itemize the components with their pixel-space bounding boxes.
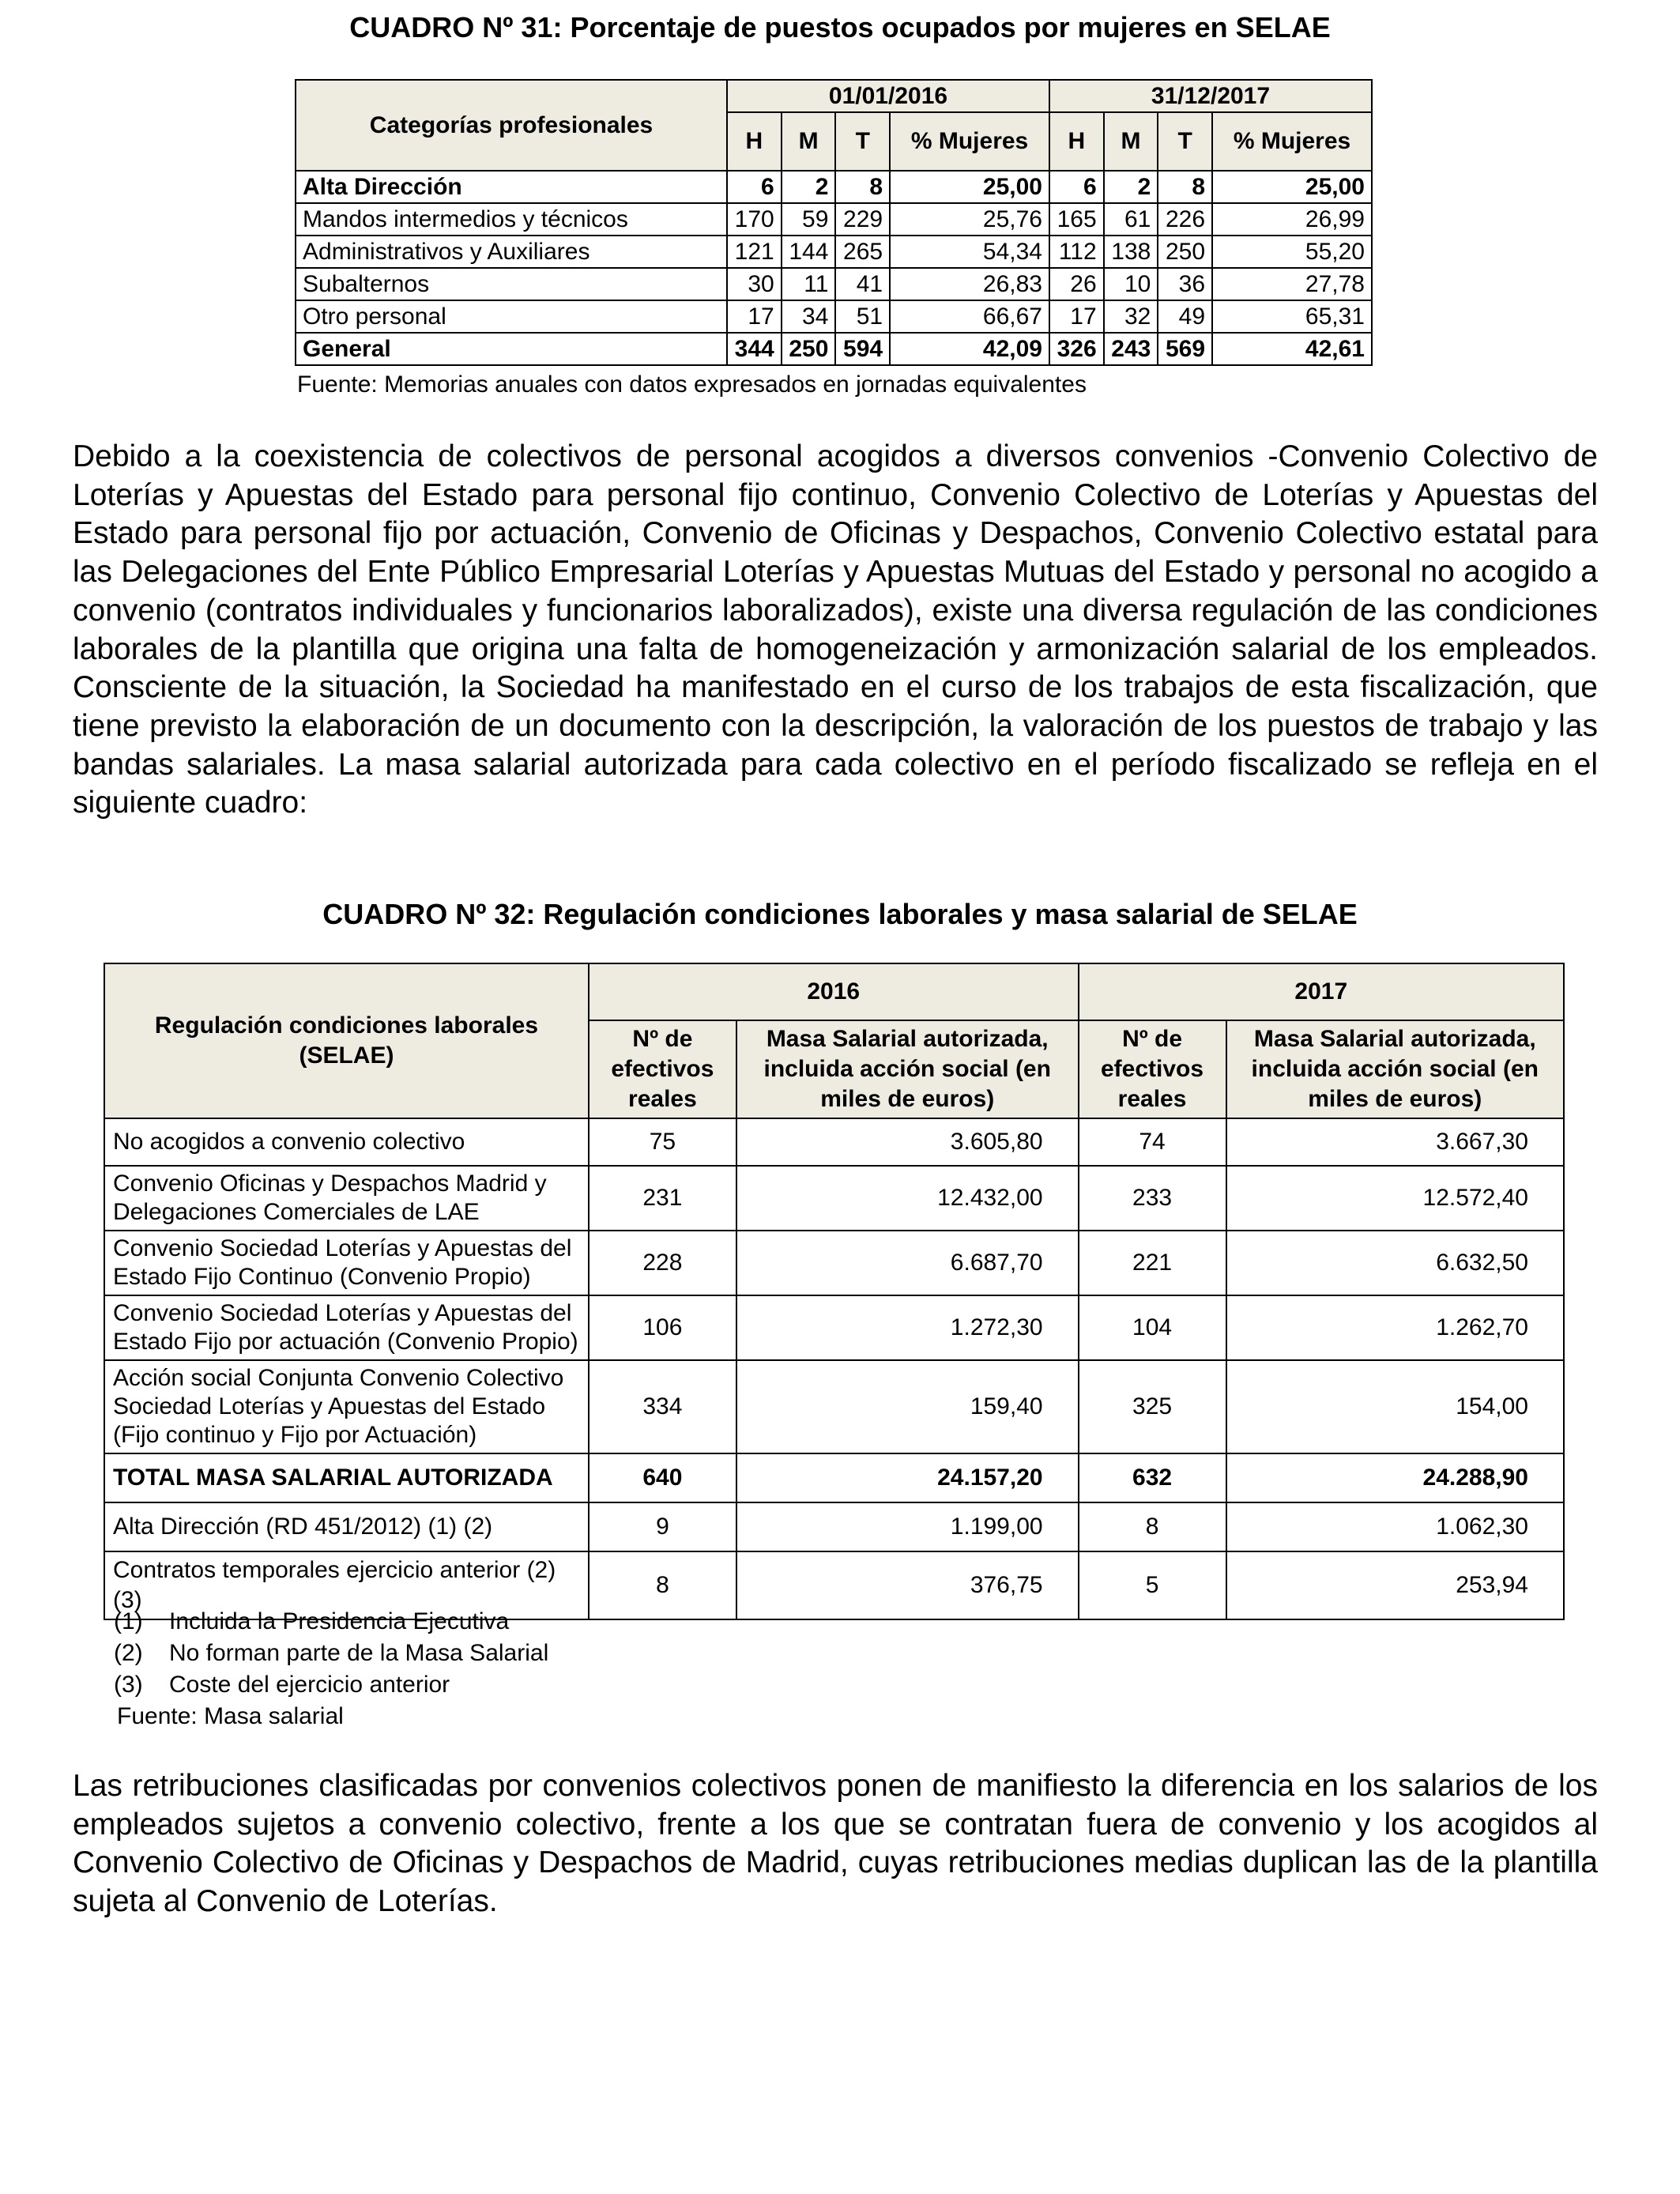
table-row <box>104 1231 1564 1295</box>
row-label: Alta Dirección (RD 451/2012) (1) (2) <box>104 1502 589 1551</box>
cell: 344 <box>727 333 782 365</box>
table1-title: CUADRO Nº 31: Porcentaje de puestos ocupados por mujeres en SELAE <box>349 11 1331 43</box>
cell: 25,00 <box>1212 171 1372 203</box>
cell: 41 <box>835 268 890 300</box>
year1-header: 2016 <box>589 963 1079 1020</box>
row-label: Otro personal <box>296 300 727 333</box>
row-label: General <box>296 333 727 365</box>
cell: 632 <box>1079 1453 1226 1502</box>
row-label: Mandos intermedios y técnicos <box>296 203 727 236</box>
cell: 8 <box>1158 171 1212 203</box>
table-row <box>104 1502 1564 1551</box>
col-pct: % Mujeres <box>1212 112 1372 171</box>
footnote <box>114 1606 548 1638</box>
table-row <box>296 333 1372 365</box>
cell: 1.062,30 <box>1226 1502 1564 1551</box>
col-t: T <box>1158 112 1212 171</box>
table-row <box>296 268 1372 300</box>
cell: 226 <box>1158 203 1212 236</box>
col-m: M <box>1104 112 1158 171</box>
cell: 6 <box>727 171 782 203</box>
cell: 165 <box>1049 203 1104 236</box>
row-label: Convenio Sociedad Loterías y Apuestas del Estado Fijo Continuo (Convenio Propio) <box>104 1231 589 1295</box>
row-label: Acción social Conjunta Convenio Colectivo Sociedad Loterías y Apuestas del Estado (Fijo continuo y Fijo por Actuación) <box>104 1360 589 1453</box>
regulation-header: Regulación condiciones laborales (SELAE) <box>104 963 589 1118</box>
table2-notes <box>114 1606 548 1732</box>
period2-header: 31/12/2017 <box>1049 80 1372 112</box>
cell: 17 <box>1049 300 1104 333</box>
cell: 27,78 <box>1212 268 1372 300</box>
cell: 12.432,00 <box>736 1166 1079 1231</box>
cell: 8 <box>1079 1502 1226 1551</box>
col-h: H <box>727 112 782 171</box>
cell: 24.288,90 <box>1226 1453 1564 1502</box>
category-header: Categorías profesionales <box>296 80 727 171</box>
cell: 26,99 <box>1212 203 1372 236</box>
footnote-text: Incluida la Presidencia Ejecutiva <box>169 1608 510 1634</box>
cell: 3.605,80 <box>736 1118 1079 1166</box>
cell: 8 <box>589 1551 736 1619</box>
col-t: T <box>835 112 890 171</box>
col-efectivos: Nº de efectivos reales <box>1079 1020 1226 1118</box>
body-paragraph-2: Las retribuciones clasificadas por convenios colectivos ponen de manifiesto la diferencia en los salarios de los empleados sujetos a convenio colectivo, frente a los que se contratan fuera de convenio y los acogidos al Convenio Colectivo de Oficinas y Despachos de Madrid, cuyas retribuciones medias duplican las de la plantilla sujeta al Convenio de Loterías. <box>73 1769 1598 1919</box>
row-label: Alta Dirección <box>296 171 727 203</box>
cell: 42,09 <box>890 333 1049 365</box>
cell: 8 <box>835 171 890 203</box>
table-row <box>104 1118 1564 1166</box>
cell: 61 <box>1104 203 1158 236</box>
cell: 106 <box>589 1295 736 1360</box>
cell: 250 <box>1158 236 1212 268</box>
cell: 334 <box>589 1360 736 1453</box>
cell: 144 <box>782 236 836 268</box>
footnote <box>114 1638 548 1669</box>
cell: 594 <box>835 333 890 365</box>
cell: 12.572,40 <box>1226 1166 1564 1231</box>
cell: 138 <box>1104 236 1158 268</box>
cell: 159,40 <box>736 1360 1079 1453</box>
cell: 1.262,70 <box>1226 1295 1564 1360</box>
cell: 55,20 <box>1212 236 1372 268</box>
year2-header: 2017 <box>1079 963 1564 1020</box>
table-row <box>104 1295 1564 1360</box>
row-label: Contratos temporales ejercicio anterior (2) (3) <box>104 1551 589 1619</box>
footnote-key: (2) <box>114 1640 143 1666</box>
row-label: No acogidos a convenio colectivo <box>104 1118 589 1166</box>
cell: 325 <box>1079 1360 1226 1453</box>
table2-source: Fuente: Masa salarial <box>117 1703 344 1729</box>
table1-source: Fuente: Memorias anuales con datos expresados en jornadas equivalentes <box>297 371 1087 398</box>
cell: 30 <box>727 268 782 300</box>
cell: 32 <box>1104 300 1158 333</box>
cell: 54,34 <box>890 236 1049 268</box>
cell: 229 <box>835 203 890 236</box>
cell: 2 <box>1104 171 1158 203</box>
footnote-key: (1) <box>114 1608 143 1634</box>
cell: 233 <box>1079 1166 1226 1231</box>
cell: 112 <box>1049 236 1104 268</box>
cell: 640 <box>589 1453 736 1502</box>
cell: 42,61 <box>1212 333 1372 365</box>
col-m: M <box>782 112 836 171</box>
footnote-text: Coste del ejercicio anterior <box>169 1672 450 1698</box>
cell: 17 <box>727 300 782 333</box>
col-masa: Masa Salarial autorizada, incluida acción social (en miles de euros) <box>736 1020 1079 1118</box>
cell: 121 <box>727 236 782 268</box>
cell: 170 <box>727 203 782 236</box>
cell: 26,83 <box>890 268 1049 300</box>
cell: 376,75 <box>736 1551 1079 1619</box>
cell: 3.667,30 <box>1226 1118 1564 1166</box>
cell: 75 <box>589 1118 736 1166</box>
table-row <box>296 203 1372 236</box>
footnote <box>114 1669 548 1701</box>
cell: 34 <box>782 300 836 333</box>
cell: 36 <box>1158 268 1212 300</box>
cell: 59 <box>782 203 836 236</box>
table-row <box>104 1360 1564 1453</box>
cell: 6.687,70 <box>736 1231 1079 1295</box>
cell: 2 <box>782 171 836 203</box>
col-efectivos: Nº de efectivos reales <box>589 1020 736 1118</box>
table-row <box>104 1453 1564 1502</box>
cell: 154,00 <box>1226 1360 1564 1453</box>
row-label: Convenio Oficinas y Despachos Madrid y Delegaciones Comerciales de LAE <box>104 1166 589 1231</box>
col-masa: Masa Salarial autorizada, incluida acción social (en miles de euros) <box>1226 1020 1564 1118</box>
cell: 326 <box>1049 333 1104 365</box>
cell: 65,31 <box>1212 300 1372 333</box>
salary-regulation-table <box>104 963 1565 1620</box>
cell: 25,76 <box>890 203 1049 236</box>
table-row <box>296 300 1372 333</box>
period1-header: 01/01/2016 <box>727 80 1049 112</box>
cell: 250 <box>782 333 836 365</box>
cell: 74 <box>1079 1118 1226 1166</box>
cell: 569 <box>1158 333 1212 365</box>
cell: 24.157,20 <box>736 1453 1079 1502</box>
col-h: H <box>1049 112 1104 171</box>
cell: 51 <box>835 300 890 333</box>
cell: 253,94 <box>1226 1551 1564 1619</box>
cell: 9 <box>589 1502 736 1551</box>
table-row <box>104 1166 1564 1231</box>
cell: 243 <box>1104 333 1158 365</box>
cell: 66,67 <box>890 300 1049 333</box>
row-label: Administrativos y Auxiliares <box>296 236 727 268</box>
cell: 228 <box>589 1231 736 1295</box>
cell: 26 <box>1049 268 1104 300</box>
cell: 265 <box>835 236 890 268</box>
women-positions-table <box>295 79 1373 366</box>
cell: 231 <box>589 1166 736 1231</box>
cell: 1.199,00 <box>736 1502 1079 1551</box>
cell: 10 <box>1104 268 1158 300</box>
cell: 1.272,30 <box>736 1295 1079 1360</box>
table-row <box>296 171 1372 203</box>
col-pct: % Mujeres <box>890 112 1049 171</box>
cell: 6 <box>1049 171 1104 203</box>
row-label: TOTAL MASA SALARIAL AUTORIZADA <box>104 1453 589 1502</box>
cell: 104 <box>1079 1295 1226 1360</box>
cell: 11 <box>782 268 836 300</box>
table-row <box>296 236 1372 268</box>
cell: 221 <box>1079 1231 1226 1295</box>
body-paragraph-1: Debido a la coexistencia de colectivos de personal acogidos a diversos convenios -Convenio Colectivo de Loterías y Apuestas del Estado para personal fijo continuo, Convenio Colectivo de Loterías y Apuestas del Estado para personal fijo por actuación, Convenio de Oficinas y Despachos, Convenio Colectivo estatal para las Delegaciones del Ente Público Empresarial Loterías y Apuestas Mutuas del Estado y personal no acogido a convenio (contratos individuales y funcionarios laboralizados), existe una diversa regulación de las condiciones laborales de la plantilla que origina una falta de homogeneización y armonización salarial de los empleados. Consciente de la situación, la Sociedad ha manifestado en el curso de los trabajos de esta fiscalización, que tiene previsto la elaboración de un documento con la descripción, la valoración de los puestos de trabajo y las bandas salariales. La masa salarial autorizada para cada colectivo en el período fiscalizado se refleja en el siguiente cuadro: <box>73 439 1598 820</box>
table2-title: CUADRO Nº 32: Regulación condiciones laborales y masa salarial de SELAE <box>322 898 1358 930</box>
cell: 6.632,50 <box>1226 1231 1564 1295</box>
footnote-text: No forman parte de la Masa Salarial <box>169 1640 549 1666</box>
row-label: Subalternos <box>296 268 727 300</box>
cell: 5 <box>1079 1551 1226 1619</box>
footnote-key: (3) <box>114 1672 143 1698</box>
row-label: Convenio Sociedad Loterías y Apuestas del Estado Fijo por actuación (Convenio Propio) <box>104 1295 589 1360</box>
cell: 49 <box>1158 300 1212 333</box>
cell: 25,00 <box>890 171 1049 203</box>
